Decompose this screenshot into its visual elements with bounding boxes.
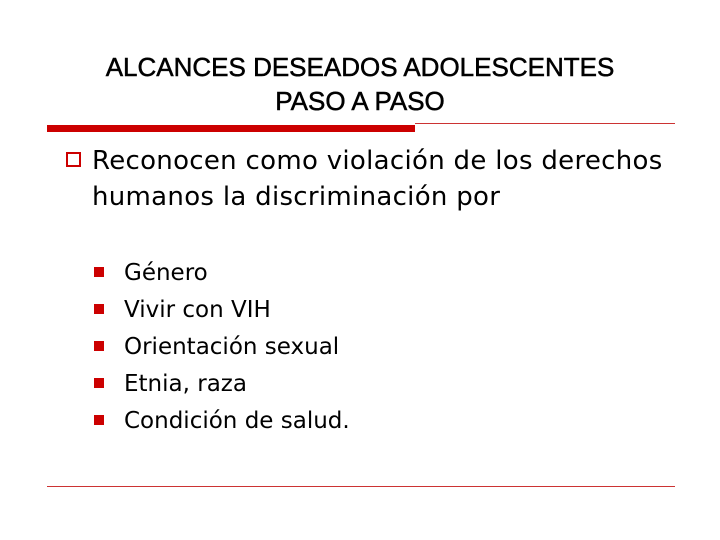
slide-title — [40, 50, 680, 118]
main-bullet-text: Reconocen como violación de los derechos humanos la discriminación por — [92, 146, 663, 212]
footer-divider — [47, 486, 675, 487]
list-item-label: Orientación sexual — [124, 334, 340, 360]
list-item-label: Vivir con VIH — [124, 297, 271, 323]
title-line-1: ALCANCES DESEADOS ADOLESCENTES — [105, 52, 615, 82]
hollow-square-bullet-icon — [66, 152, 81, 167]
list-item-label: Condición de salud. — [124, 408, 350, 434]
title-line-2: PASO A PASO — [275, 86, 445, 116]
list-item-label: Género — [124, 260, 208, 286]
filled-square-bullet-icon — [94, 267, 104, 277]
filled-square-bullet-icon — [94, 341, 104, 351]
list-item-label: Etnia, raza — [124, 371, 247, 397]
filled-square-bullet-icon — [94, 378, 104, 388]
title-underline-thin — [415, 123, 675, 124]
filled-square-bullet-icon — [94, 304, 104, 314]
filled-square-bullet-icon — [94, 415, 104, 425]
title-underline-thick — [47, 125, 415, 132]
